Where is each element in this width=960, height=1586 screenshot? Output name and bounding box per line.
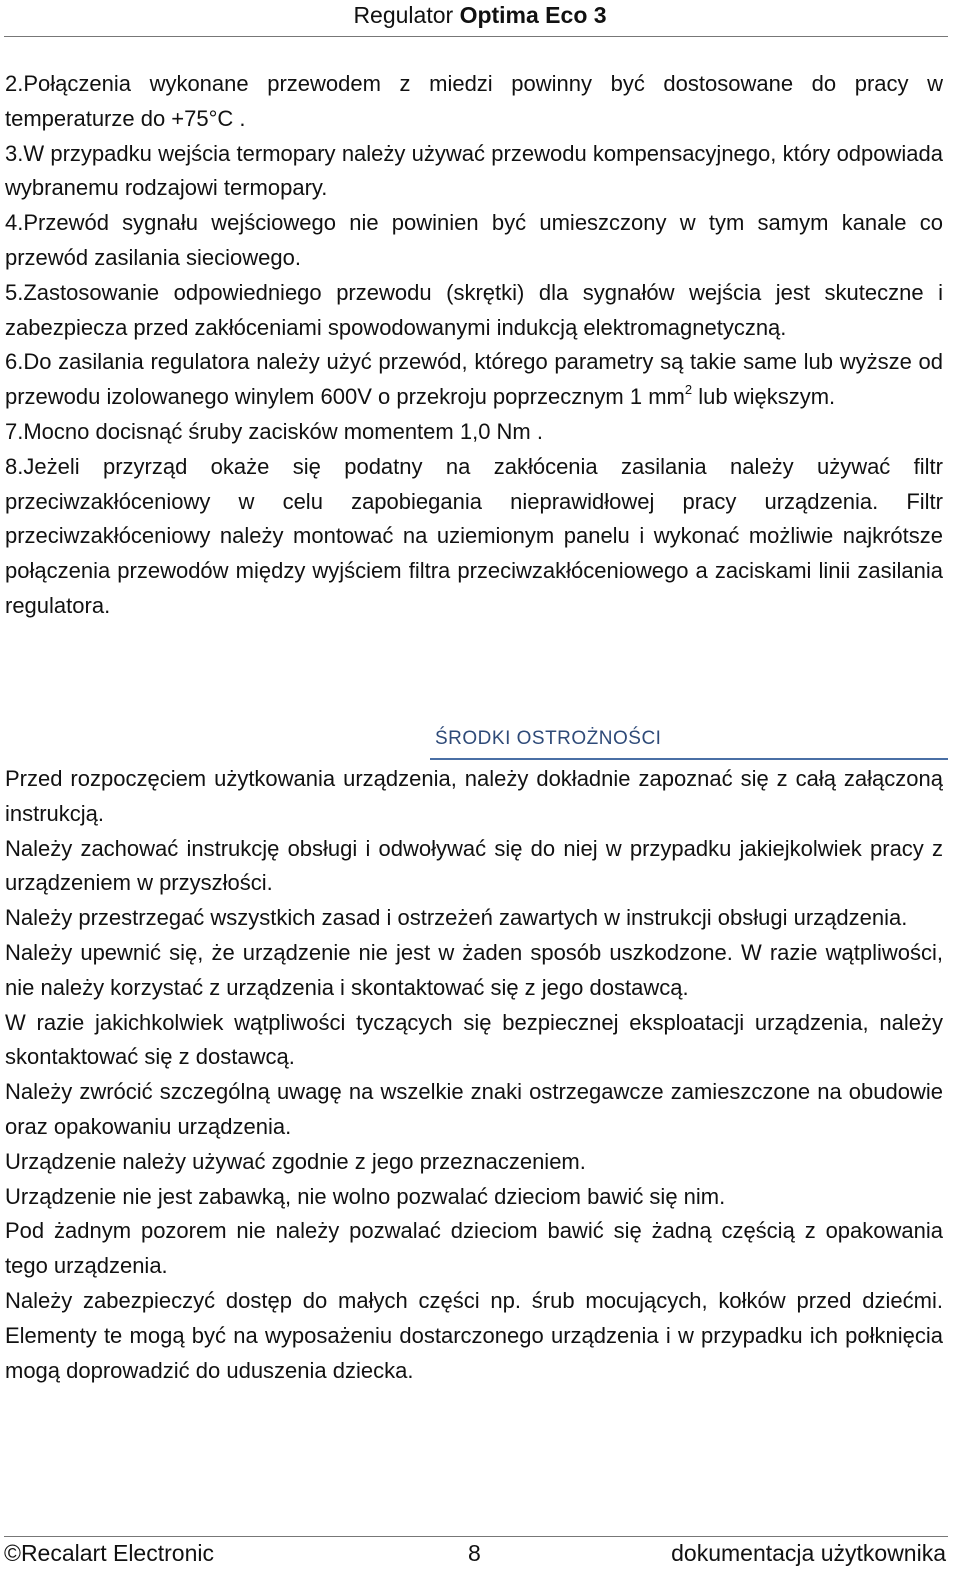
safety-paragraph: Należy upewnić się, że urządzenie nie jest w żaden sposób uszkodzone. W razie wątpliwości, nie należy korzystać z urządzenia i skontaktować się z jego dostawcą.: [5, 939, 943, 1000]
header-prefix: Regulator: [353, 2, 460, 28]
safety-heading-underline: [430, 758, 948, 760]
safety-paragraph: Urządzenie nie jest zabawką, nie wolno pozwalać dzieciom bawić się nim.: [5, 1183, 726, 1209]
safety-paragraph: Należy zwrócić szczególną uwagę na wszelkie znaki ostrzegawcze zamieszczone na obudowie oraz opakowaniu urządzenia.: [5, 1079, 943, 1139]
note-7: 7.Mocno docisnąć śruby zacisków momentem 1,0 Nm .: [5, 418, 543, 444]
note-8: 8.Jeżeli przyrząd okaże się podatny na zakłócenia zasilania należy używać filtr przeciwzakłóceniowy w celu zapobiegania nieprawidłowej pracy urządzenia. Filtr przeciwzakłóceniowy należy montować na uziemionym panelu i wykonać możliwie najkrótsze połączenia przewodów między wyjściem filtra przeciwzakłóceniowego a zaciskami linii zasilania regulatora.: [5, 453, 943, 618]
safety-paragraph: Urządzenie należy używać zgodnie z jego przeznaczeniem.: [5, 1148, 586, 1174]
safety-paragraph: Pod żadnym pozorem nie należy pozwalać dzieciom bawić się żadną częścią z opakowania tego urządzenia.: [5, 1218, 943, 1279]
safety-section: [5, 762, 943, 1388]
note-2: 2.Połączenia wykonane przewodem z miedzi powinny być dostosowane do pracy w temperaturze do +75°C .: [5, 71, 943, 131]
safety-paragraph: Należy zachować instrukcję obsługi i odwoływać się do niej w przypadku jakiejkolwiek pracy z urządzeniem w przyszłości.: [5, 835, 943, 896]
note-6: [5, 345, 943, 415]
page-footer: [0, 1537, 960, 1571]
header-divider: [4, 36, 948, 37]
safety-paragraph: Przed rozpoczęciem użytkowania urządzenia, należy dokładnie zapoznać się z całą załączoną instrukcją.: [5, 766, 943, 826]
note-4: 4.Przewód sygnału wejściowego nie powinien być umieszczony w tym samym kanale co przewód zasilania sieciowego.: [5, 210, 943, 270]
footer-copyright: ©Recalart Electronic: [4, 1540, 214, 1566]
page-number: 8: [468, 1540, 481, 1566]
safety-paragraph: Należy zabezpieczyć dostęp do małych części np. śrub mocujących, kołków przed dziećmi. Elementy te mogą być na wyposażeniu dostarczonego urządzenia i w przypadku ich połknięcia mogą doprowadzić do uduszenia dziecka.: [5, 1287, 943, 1383]
footer-doc-type: dokumentacja użytkownika: [671, 1540, 946, 1566]
safety-paragraph: W razie jakichkolwiek wątpliwości tyczących się bezpiecznej eksploatacji urządzenia, należy skontaktować się z dostawcą.: [5, 1009, 943, 1070]
note-6-superscript: 2: [684, 382, 693, 398]
header-model: Optima Eco 3: [459, 2, 607, 28]
wiring-notes: [5, 67, 943, 624]
safety-heading: ŚRODKI OSTROŻNOŚCI: [435, 728, 662, 749]
note-6-text: 6.Do zasilania regulatora należy użyć przewód, którego parametry są takie same lub wyższe od przewodu izolowanego winylem 600V o przekroju poprzecznym 1 mm: [5, 349, 943, 410]
safety-paragraph: Należy przestrzegać wszystkich zasad i ostrzeżeń zawartych w instrukcji obsługi urządzenia.: [5, 905, 908, 931]
note-3: 3.W przypadku wejścia termopary należy używać przewodu kompensacyjnego, który odpowiada wybranemu rodzajowi termopary.: [5, 140, 943, 201]
page-header: [0, 0, 960, 32]
note-5: 5.Zastosowanie odpowiedniego przewodu (skrętki) dla sygnałów wejścia jest skuteczne i zabezpiecza przed zakłóceniami spowodowanymi indukcją elektromagnetyczną.: [5, 279, 943, 340]
note-6-text-end: lub większym.: [692, 384, 836, 410]
